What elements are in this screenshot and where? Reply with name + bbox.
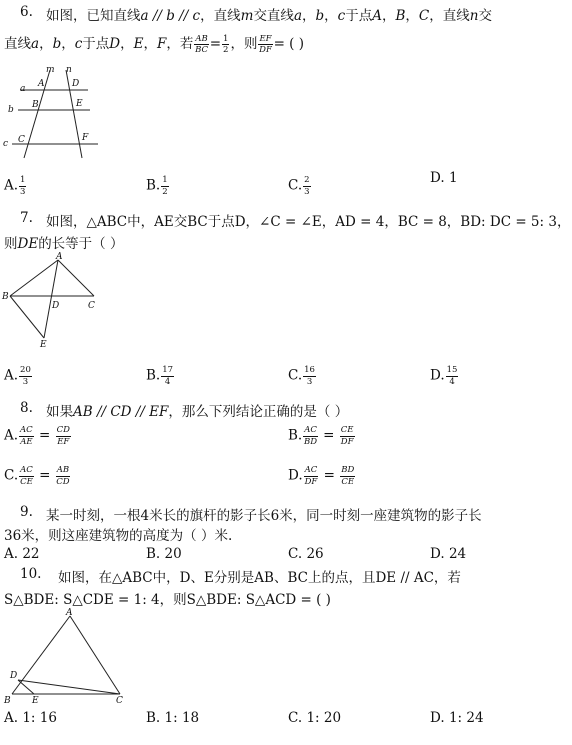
q6-option-a[interactable]: A. $\frac{1}{3}$ — [4, 175, 26, 197]
svg-text:E: E — [40, 340, 47, 348]
svg-text:C: C — [18, 135, 25, 145]
q10-option-a[interactable]: A. 1: 16 — [4, 710, 57, 726]
q9-number: 9. — [20, 504, 33, 520]
q7-option-d[interactable]: D. $\frac{15}{4}$ — [430, 365, 458, 387]
q9-option-a[interactable]: A. 22 — [4, 546, 40, 562]
q8-option-b[interactable]: B. $\frac{AC}{BD}$ = $\frac{CE}{DF}$ — [288, 425, 354, 447]
q6-frac-ef-df: $\frac{EF}{DF}$ — [259, 33, 272, 55]
q6-frac-half: $\frac{1}{2}$ — [223, 33, 229, 55]
q8-option-d[interactable]: D. $\frac{AC}{DF}$ = $\frac{BD}{CE}$ — [288, 465, 355, 487]
q8-option-c[interactable]: C. $\frac{AC}{CE}$ = $\frac{AB}{CD}$ — [4, 465, 70, 487]
svg-text:A: A — [56, 252, 63, 262]
q7-figure — [0, 250, 110, 348]
q7-option-a[interactable]: A. $\frac{20}{3}$ — [4, 365, 31, 387]
q10-option-b[interactable]: B. 1: 18 — [146, 710, 200, 726]
q10-number: 10. — [20, 566, 42, 582]
q9-option-d[interactable]: D. 24 — [430, 546, 467, 562]
svg-text:C: C — [116, 696, 123, 706]
svg-text:B: B — [32, 100, 39, 110]
svg-text:c: c — [3, 139, 9, 149]
q6-frac-ab-bc: $\frac{AB}{BC}$ — [195, 33, 208, 55]
svg-text:m: m — [46, 65, 55, 75]
svg-text:a: a — [20, 84, 26, 94]
svg-text:b: b — [8, 105, 14, 115]
svg-text:A: A — [66, 608, 73, 618]
q6-option-d[interactable]: D. 1 — [430, 170, 458, 186]
q9-line1: 某一时刻，一根4米长的旗杆的影子长6米，同一时刻一座建筑物的影子长 — [46, 508, 482, 524]
q9-option-b[interactable]: B. 20 — [146, 546, 182, 562]
q8-stem: 如果AB // CD // EF，那么下列结论正确的是（ ） — [46, 404, 349, 420]
q9-option-c[interactable]: C. 26 — [288, 546, 324, 562]
q6-number: 6. — [20, 4, 33, 20]
svg-text:D: D — [10, 671, 18, 681]
q6-line2: 直线a，b，c于点D，E，F，若 $\frac{AB}{BC}$ = $\frac{1}{2}$ ，则 $\frac{EF}{DF}$ = ( ) — [4, 33, 305, 55]
q8-number: 8. — [20, 400, 33, 416]
svg-text:A: A — [38, 79, 45, 89]
q10-line2: S△BDE: S△CDE = 1: 4，则S△BDE: S△ACD = ( ) — [4, 592, 331, 608]
svg-text:D: D — [72, 79, 80, 89]
q6-line1: 如图，已知直线a // b // c，直线m交直线a，b，c于点A，B，C，直线n交 — [46, 8, 492, 24]
svg-text:D: D — [52, 301, 60, 311]
svg-text:F: F — [82, 133, 89, 143]
q7-line2: 则DE的长等于（ ） — [4, 236, 124, 252]
q6-option-b[interactable]: B. $\frac{1}{2}$ — [146, 175, 168, 197]
q6-option-c[interactable]: C. $\frac{2}{3}$ — [288, 175, 310, 197]
q10-option-d[interactable]: D. 1: 24 — [430, 710, 484, 726]
q6-figure — [0, 64, 110, 164]
q7-number: 7. — [20, 210, 33, 226]
svg-text:C: C — [88, 301, 95, 311]
q10-figure — [0, 606, 130, 706]
q10-line1: 如图，在△ABC中，D、E分别是AB、BC上的点，且DE // AC，若 — [58, 570, 461, 586]
q9-line2: 36米，则这座建筑物的高度为（ ）米. — [4, 528, 233, 544]
q7-option-c[interactable]: C. $\frac{16}{3}$ — [288, 365, 315, 387]
q7-option-b[interactable]: B. $\frac{17}{4}$ — [146, 365, 174, 387]
svg-text:E: E — [32, 696, 39, 706]
q7-line1: 如图，△ABC中，AE交BC于点D，∠C = ∠E，AD = 4，BC = 8，BD: DC = 5: 3， — [46, 214, 571, 230]
q6-line-m — [24, 70, 50, 158]
svg-text:n: n — [66, 65, 72, 75]
svg-text:B: B — [4, 696, 11, 706]
q8-option-a[interactable]: A. $\frac{AC}{AE}$ = $\frac{CD}{EF}$ — [4, 425, 70, 447]
svg-text:B: B — [2, 292, 9, 302]
q10-option-c[interactable]: C. 1: 20 — [288, 710, 342, 726]
svg-text:E: E — [76, 99, 83, 109]
